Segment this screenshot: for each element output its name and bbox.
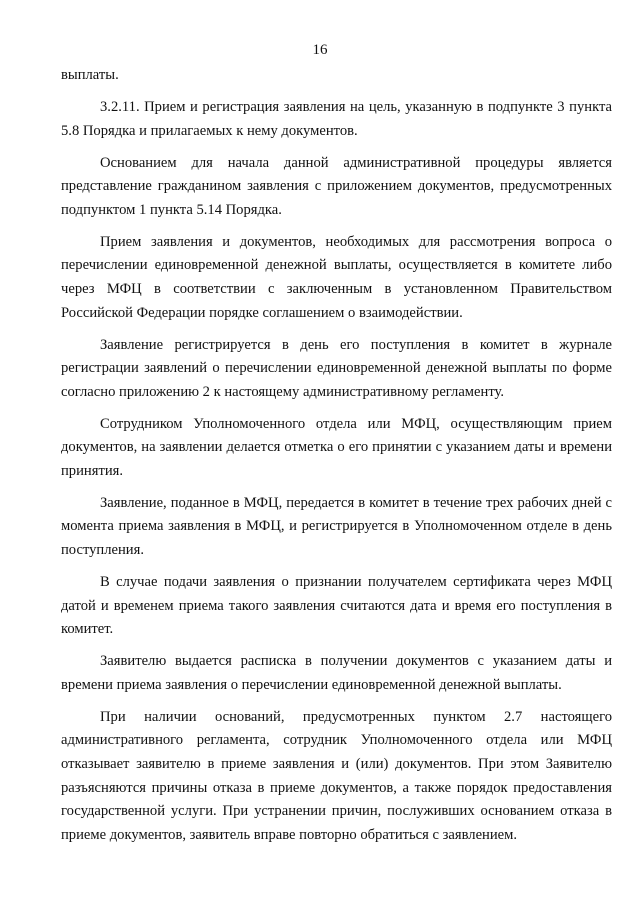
paragraph-section-3-2-11: 3.2.11. Прием и регистрация заявления на цель, указанную в подпункте 3 пункта 5.8 Порядка и прилагаемых к нему документов. — [61, 98, 612, 139]
page-number: 16 — [312, 42, 328, 58]
paragraph: Сотрудником Уполномоченного отдела или МФЦ, осуществляющим прием документов, на заявлении делается отметка о его принятии с указанием даты и времени принятия. — [61, 415, 612, 479]
paragraph: В случае подачи заявления о признании получателем сертификата через МФЦ датой и временем приема такого заявления считаются дата и время его поступления в комитет. — [61, 574, 612, 638]
paragraph: Заявление регистрируется в день его поступления в комитет в журнале регистрации заявлений о перечислении единовременной денежной выплаты по форме согласно приложению 2 к настоящему административному регламенту. — [61, 336, 612, 400]
paragraph: Заявителю выдается расписка в получении документов с указанием даты и времени приема заявления о перечислении единовременной денежной выплаты. — [61, 653, 612, 693]
paragraph: Основанием для начала данной административной процедуры является представление гражданином заявления с приложением документов, предусмотренных подпунктом 1 пункта 5.14 Порядка. — [61, 154, 612, 218]
paragraph-continuation: выплаты. — [61, 67, 119, 83]
document-body — [61, 64, 612, 856]
paragraph: При наличии оснований, предусмотренных пунктом 2.7 настоящего административного регламента, сотрудник Уполномоченного отдела или МФЦ отказывает заявителю в приеме заявления и (или) документов. При этом Заявителю разъясняются причины отказа в приеме документов, а также порядок предоставления государственной услуги. При устранении причин, послуживших основанием отказа в приеме документов, заявитель вправе повторно обратиться с заявлением. — [61, 708, 612, 843]
paragraph: Прием заявления и документов, необходимых для рассмотрения вопроса о перечислении единовременной денежной выплаты, осуществляется в комитете либо через МФЦ в соответствии с заключенным в установленном Правительством Российской Федерации порядке соглашением о взаимодействии. — [61, 233, 612, 321]
paragraph: Заявление, поданное в МФЦ, передается в комитет в течение трех рабочих дней с момента приема заявления в МФЦ, и регистрируется в Уполномоченном отделе в день поступления. — [61, 494, 612, 559]
